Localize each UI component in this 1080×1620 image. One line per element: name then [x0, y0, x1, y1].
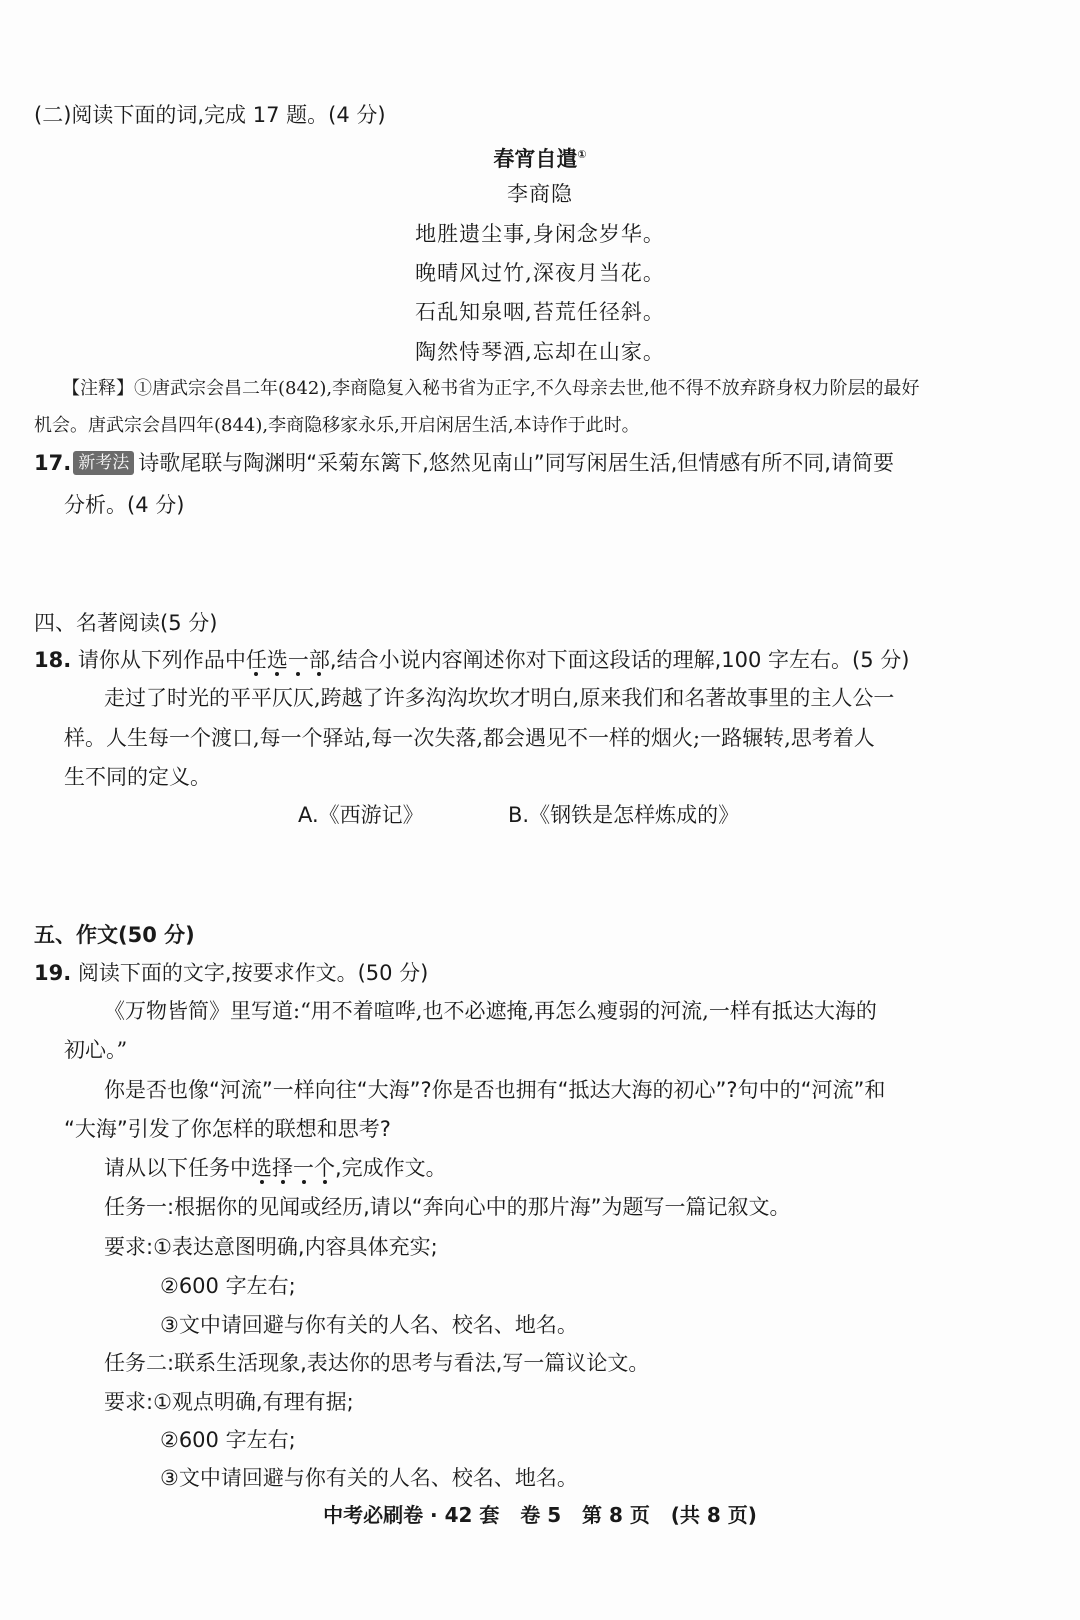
prompt-text: ,完成作文。	[335, 1156, 447, 1180]
question-text: 请你从下列作品中	[77, 648, 246, 672]
task-requirement: 要求:①观点明确,有理有据;	[104, 1390, 354, 1414]
task-requirement: ②600 字左右;	[160, 1274, 296, 1298]
section-heading: (二)阅读下面的词,完成 17 题。(4 分)	[34, 103, 386, 127]
annotation: 【注释】①唐武宗会昌二年(842),李商隐复入秘书省为正字,不久母亲去世,他不得不放弃跻身权力阶层的最好	[62, 378, 920, 399]
emphasis-char: 择	[272, 1156, 293, 1180]
poem-line: 地胜遗尘事,身闲念岁华。	[415, 222, 665, 246]
emphasis-char: 一	[293, 1156, 314, 1180]
poem-title-footnote: ①	[577, 148, 587, 161]
prompt-text: 请从以下任务中	[104, 1156, 251, 1180]
poem-title-text: 春宵自遣	[493, 147, 578, 171]
question-number: 18.	[34, 648, 72, 672]
question-18	[34, 645, 909, 675]
poem-author: 李商隐	[507, 182, 573, 206]
poem-title	[0, 140, 1080, 174]
emphasis-char: 个	[314, 1156, 335, 1180]
quote-text: 《万物皆简》里写道:“用不着喧哗,也不必遮掩,再怎么瘦弱的河流,一样有抵达大海的	[104, 999, 877, 1023]
emphasis-char: 选	[251, 1156, 272, 1180]
prompt-text: 你是否也像“河流”一样向往“大海”?你是否也拥有“抵达大海的初心”?句中的“河流”和	[104, 1078, 886, 1102]
task-requirement: ③文中请回避与你有关的人名、校名、地名。	[160, 1313, 578, 1337]
question-text: ,结合小说内容阐述你对下面这段话的理解,100 字左右。(5 分)	[329, 648, 910, 672]
option-b: B.《钢铁是怎样炼成的》	[508, 803, 740, 827]
question-number: 17.	[34, 451, 72, 475]
quote-text: 走过了时光的平平仄仄,跨越了许多沟沟坎坎才明白,原来我们和名著故事里的主人公一	[104, 686, 895, 710]
task-1: 任务一:根据你的见闻或经历,请以“奔向心中的那片海”为题写一篇记叙文。	[104, 1195, 791, 1219]
question-17	[34, 448, 894, 478]
question-number: 19.	[34, 961, 72, 985]
emphasis-char: 部	[308, 648, 330, 672]
task-requirement: ②600 字左右;	[160, 1428, 296, 1452]
task-requirement: 要求:①表达意图明确,内容具体充实;	[104, 1235, 438, 1259]
new-method-badge: 新考法	[73, 451, 134, 475]
emphasis-char: 选	[266, 648, 288, 672]
section-heading: 四、名著阅读(5 分)	[34, 611, 218, 635]
question-text: 阅读下面的文字,按要求作文。(50 分)	[77, 961, 429, 985]
choose-task	[104, 1153, 447, 1183]
question-text: 诗歌尾联与陶渊明“采菊东篱下,悠然见南山”同写闲居生活,但情感有所不同,请简要	[138, 451, 894, 475]
quote-text: 生不同的定义。	[64, 765, 211, 789]
emphasis-char: 一	[287, 648, 309, 672]
page-footer: 中考必刷卷 · 42 套 卷 5 第 8 页 (共 8 页)	[323, 1503, 757, 1527]
quote-text: 样。人生每一个渡口,每一个驿站,每一次失落,都会遇见不一样的烟火;一路辗转,思考着人	[64, 726, 875, 750]
question-19	[34, 958, 428, 988]
option-a: A.《西游记》	[298, 803, 424, 827]
poem-line: 晚晴风过竹,深夜月当花。	[415, 261, 665, 285]
poem-line: 石乱知泉咽,苔荒任径斜。	[415, 300, 665, 324]
poem-line: 陶然恃琴酒,忘却在山家。	[415, 340, 665, 364]
section-heading: 五、作文(50 分)	[34, 923, 195, 947]
emphasis-char: 任	[245, 648, 267, 672]
task-requirement: ③文中请回避与你有关的人名、校名、地名。	[160, 1466, 578, 1490]
prompt-text: “大海”引发了你怎样的联想和思考?	[64, 1117, 391, 1141]
task-2: 任务二:联系生活现象,表达你的思考与看法,写一篇议论文。	[104, 1351, 650, 1375]
annotation: 机会。唐武宗会昌四年(844),李商隐移家永乐,开启闲居生活,本诗作于此时。	[34, 415, 640, 436]
quote-text: 初心。”	[64, 1038, 128, 1062]
question-text: 分析。(4 分)	[64, 493, 185, 517]
